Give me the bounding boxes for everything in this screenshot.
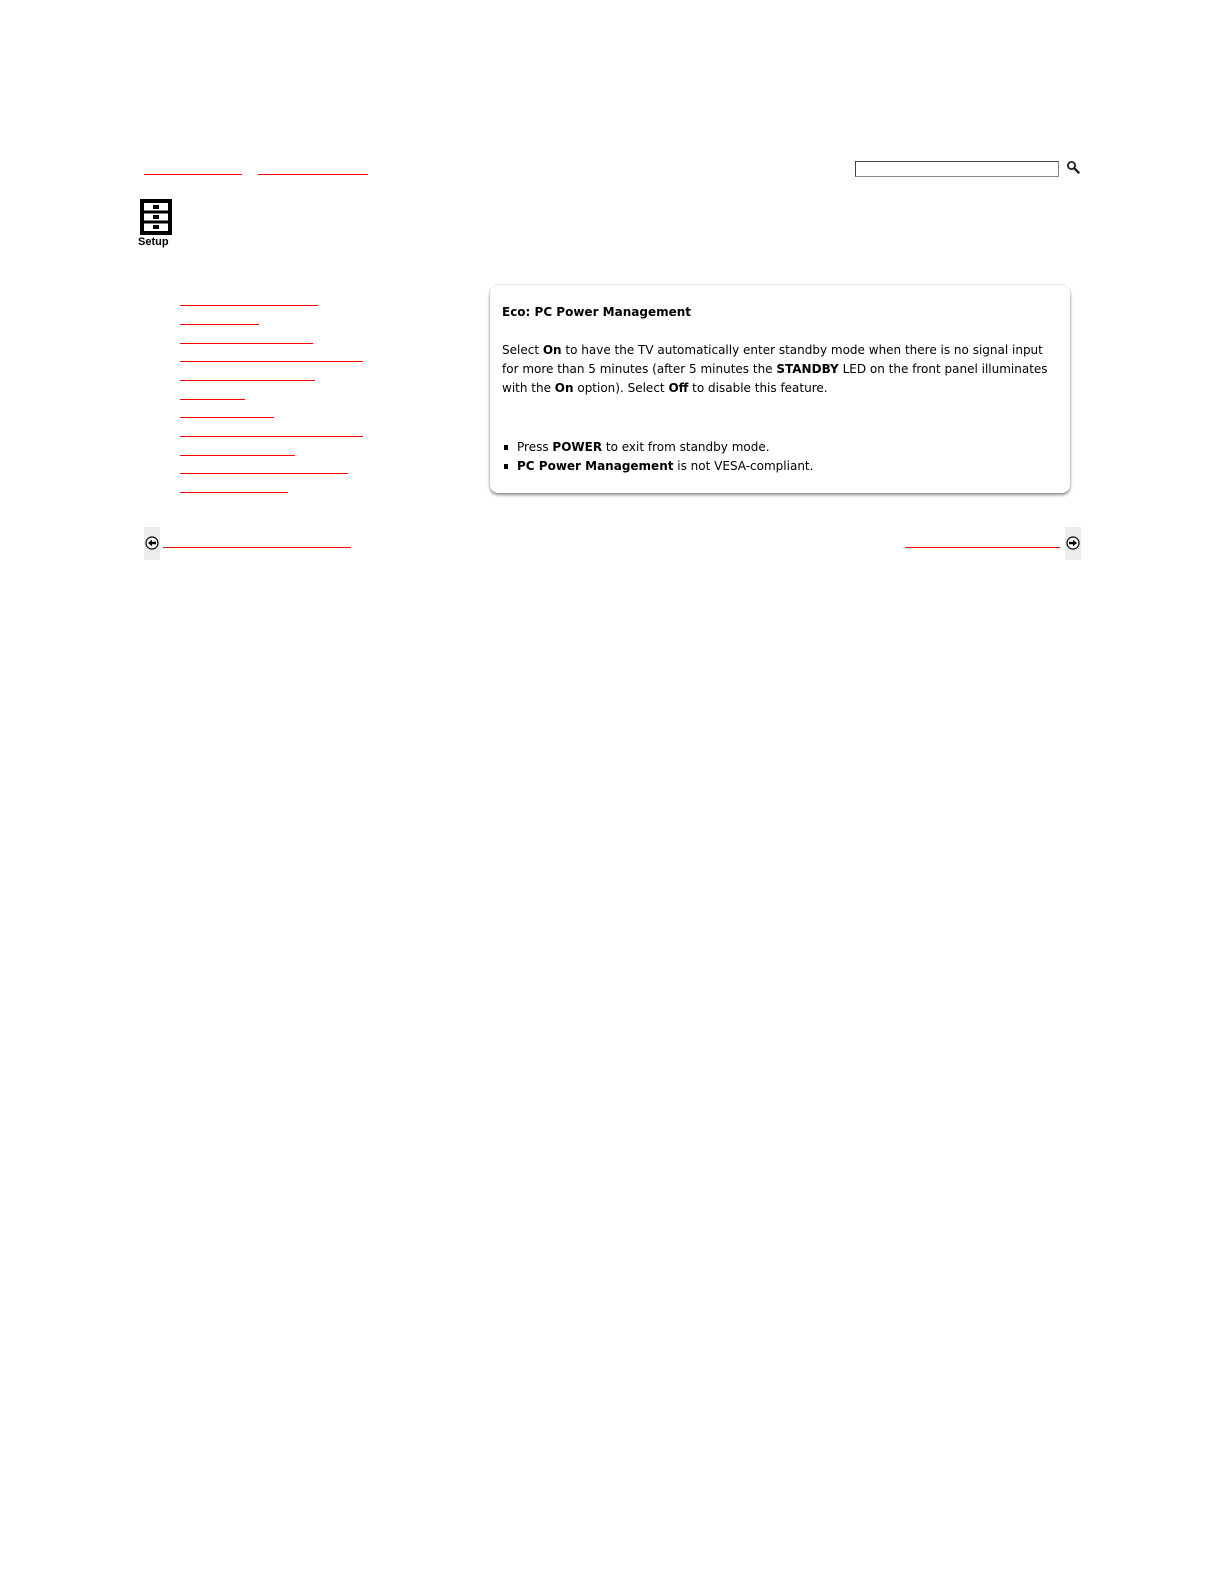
next-page-button[interactable] <box>1065 527 1081 560</box>
arrow-left-icon <box>145 536 159 550</box>
sidebar-link-10[interactable] <box>180 463 348 474</box>
note-text: to exit from standby mode. <box>602 440 770 454</box>
body-text: option). Select <box>573 381 669 395</box>
sidebar-link-1[interactable] <box>180 295 318 306</box>
body-bold-text: STANDBY <box>776 362 839 376</box>
next-page-link[interactable] <box>905 537 1060 548</box>
body-bold-text: On <box>542 343 562 357</box>
body-bold-text: Off <box>668 381 689 395</box>
content-panel <box>490 285 1070 493</box>
sidebar-link-9[interactable] <box>180 445 295 456</box>
note-text: Press <box>517 440 553 454</box>
sidebar-link-8[interactable] <box>180 426 363 437</box>
body-text: LED on the front panel illuminates with the <box>502 362 1048 395</box>
search-input[interactable] <box>855 161 1059 177</box>
setup-icon <box>140 199 172 235</box>
body-text: to disable this feature. <box>688 381 828 395</box>
setup-label: Setup <box>138 236 169 248</box>
note-bold-text: PC Power Management <box>517 459 674 473</box>
notes-list <box>502 438 1058 476</box>
breadcrumb-link-2[interactable] <box>258 164 368 175</box>
search-icon[interactable] <box>1066 160 1080 174</box>
sidebar-link-11[interactable] <box>180 482 288 493</box>
breadcrumb-link-1[interactable] <box>144 164 242 175</box>
note-item <box>502 438 1058 457</box>
sidebar-link-2[interactable] <box>180 314 259 325</box>
sidebar-link-6[interactable] <box>180 389 245 400</box>
sidebar-link-7[interactable] <box>180 407 274 418</box>
prev-page-button[interactable] <box>144 527 160 560</box>
content-title: Eco: PC Power Management <box>502 305 691 319</box>
body-text: to have the TV automatically enter standby mode when there is no signal input for more than 5 minutes (after 5 minutes the <box>502 343 1043 376</box>
note-item <box>502 457 1058 476</box>
arrow-right-icon <box>1066 536 1080 550</box>
sidebar-link-4[interactable] <box>180 351 363 362</box>
sidebar-link-3[interactable] <box>180 333 313 344</box>
content-body <box>502 341 1058 398</box>
body-text: Select <box>502 343 543 357</box>
note-bold-text: POWER <box>552 440 603 454</box>
sidebar-link-5[interactable] <box>180 370 315 381</box>
prev-page-link[interactable] <box>163 537 351 548</box>
note-text: is not VESA-compliant. <box>673 459 814 473</box>
body-bold-text: On <box>554 381 574 395</box>
